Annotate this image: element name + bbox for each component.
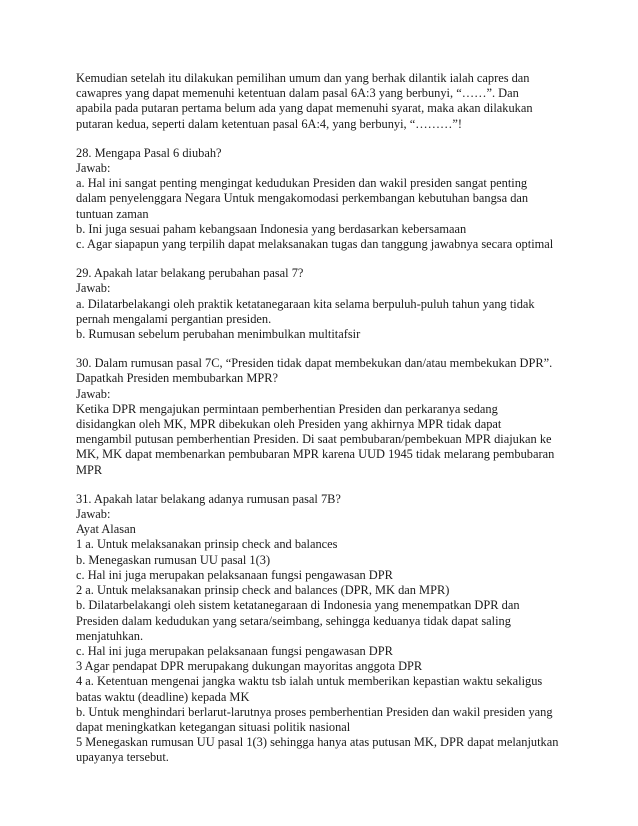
text-line: putaran kedua, seperti dalam ketentuan pasal 6A:4, yang berbunyi, “………”! <box>76 116 463 131</box>
text-line: Presiden dalam kedudukan yang setara/seimbang, sehingga keduanya tidak dapat saling <box>76 613 511 628</box>
answer-label: Jawab: <box>76 386 111 401</box>
text-line: b. Untuk menghindari berlarut-larutnya proses pemberhentian Presiden dan wakil presiden yang <box>76 704 553 719</box>
question-heading: 29. Apakah latar belakang perubahan pasal 7? <box>76 266 304 281</box>
text-line: MK, MK dapat membenarkan pembubaran MPR karena UUD 1945 tidak melarang pembubaran <box>76 447 555 462</box>
question-heading: 31. Apakah latar belakang adanya rumusan pasal 7B? <box>76 491 341 506</box>
text-line: Kemudian setelah itu dilakukan pemilihan umum dan yang berhak dilantik ialah capres dan <box>76 71 530 85</box>
text-line: c. Hal ini juga merupakan pelaksanaan fungsi pengawasan DPR <box>76 567 393 582</box>
text-line: 5 Menegaskan rumusan UU pasal 1(3) sehingga hanya atas putusan MK, DPR dapat melanjutkan <box>76 735 559 750</box>
answer-label: Jawab: <box>76 507 111 522</box>
text-line: 2 a. Untuk melaksanakan prinsip check and balances (DPR, MK dan MPR) <box>76 583 450 598</box>
text-line: c. Hal ini juga merupakan pelaksanaan fungsi pengawasan DPR <box>76 643 393 658</box>
question-heading: 30. Dalam rumusan pasal 7C, “Presiden tidak dapat membekukan dan/atau membekukan DPR”. <box>76 356 553 371</box>
text-line: apabila pada putaran pertama belum ada yang dapat memenuhi syarat, maka akan dilakukan <box>76 101 533 116</box>
text-line: batas waktu (deadline) kepada MK <box>76 689 250 704</box>
text-line: MPR <box>76 462 103 477</box>
text-line: 3 Agar pendapat DPR merupakang dukungan mayoritas anggota DPR <box>76 659 423 674</box>
question-heading: Dapatkah Presiden membubarkan MPR? <box>76 371 278 386</box>
question-28-section <box>76 146 576 252</box>
text-line: upayanya tersebut. <box>76 750 169 765</box>
text-line: dapat meningkatkan ketegangan situasi politik nasional <box>76 719 351 734</box>
document-page <box>76 71 576 780</box>
question-29-section <box>76 266 576 342</box>
question-heading: 28. Mengapa Pasal 6 diubah? <box>76 145 222 160</box>
answer-label: Jawab: <box>76 281 111 296</box>
text-line: Ayat Alasan <box>76 522 136 537</box>
text-line: a. Hal ini sangat penting mengingat kedudukan Presiden dan wakil presiden sangat penting <box>76 176 528 191</box>
text-line: b. Dilatarbelakangi oleh sistem ketatanegaraan di Indonesia yang menempatkan DPR dan <box>76 598 520 613</box>
text-line: dalam penyelenggara Negara Untuk mengakomodasi perkembangan kebutuhan bangsa dan <box>76 191 529 206</box>
text-line: pernah mengalami pergantian presiden. <box>76 311 272 326</box>
text-line: tuntuan zaman <box>76 206 149 221</box>
text-line: menjatuhkan. <box>76 628 144 643</box>
text-line: disidangkan oleh MK, MPR dibekukan oleh Presiden yang akhirnya MPR tidak dapat <box>76 417 502 432</box>
text-line: 1 a. Untuk melaksanakan prinsip check and balances <box>76 537 338 552</box>
answer-label: Jawab: <box>76 161 111 176</box>
text-line: cawapres yang dapat memenuhi ketentuan dalam pasal 6A:3 yang berbunyi, “……”. Dan <box>76 86 519 101</box>
text-line: 4 a. Ketentuan mengenai jangka waktu tsb ialah untuk memberikan kepastian waktu sekaligus <box>76 674 543 689</box>
text-line: a. Dilatarbelakangi oleh praktik ketatanegaraan kita selama berpuluh-puluh tahun yang tidak <box>76 296 535 311</box>
intro-paragraph <box>76 71 576 132</box>
text-line: b. Rumusan sebelum perubahan menimbulkan multitafsir <box>76 327 361 342</box>
text-line: Ketika DPR mengajukan permintaan pemberhentian Presiden dan perkaranya sedang <box>76 401 498 416</box>
text-line: c. Agar siapapun yang terpilih dapat melaksanakan tugas dan tanggung jawabnya secara optimal <box>76 237 554 252</box>
question-30-section <box>76 356 576 478</box>
question-31-section <box>76 492 576 766</box>
text-line: b. Menegaskan rumusan UU pasal 1(3) <box>76 552 271 567</box>
text-line: mengambil putusan pemberhentian Presiden. Di saat pembubaran/pembekuan MPR diajukan ke <box>76 432 552 447</box>
text-line: b. Ini juga sesuai paham kebangsaan Indonesia yang berdasarkan kebersamaan <box>76 221 467 236</box>
